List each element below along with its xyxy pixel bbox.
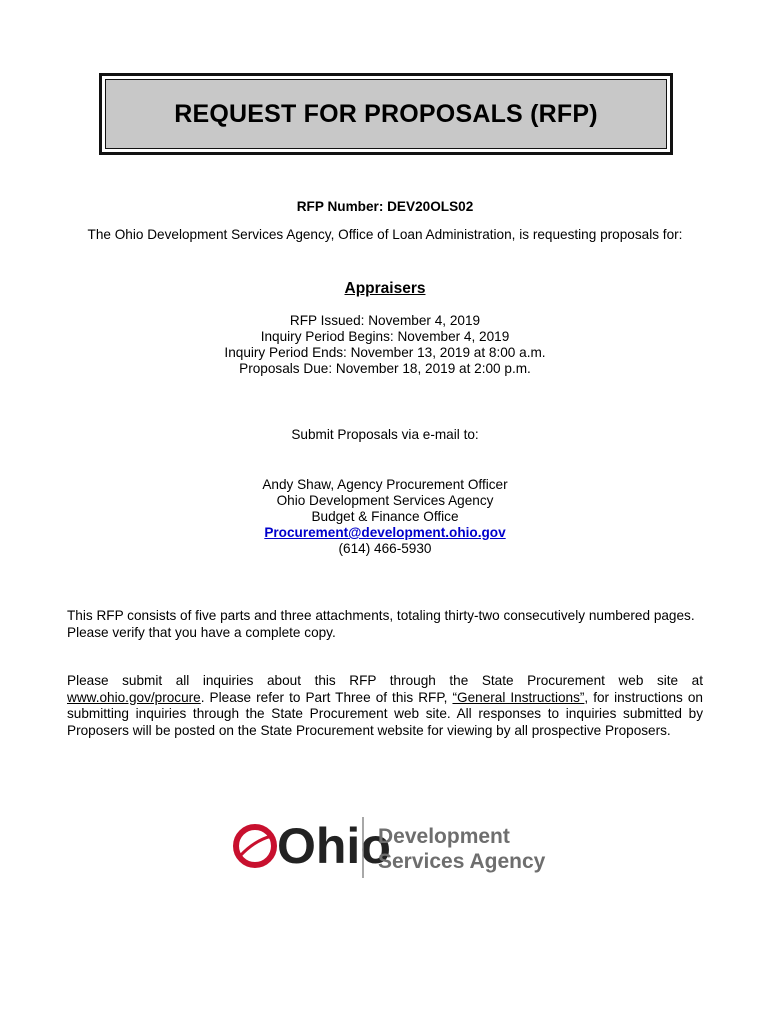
- para2-line2: [67, 690, 703, 707]
- rfp-number: RFP Number: DEV20OLS02: [296, 199, 474, 214]
- contact-name: Andy Shaw, Agency Procurement Officer: [262, 477, 508, 492]
- rfp-issued: RFP Issued: November 4, 2019: [289, 313, 481, 328]
- general-instructions-link[interactable]: “General Instructions”: [452, 689, 585, 705]
- logo-line-development: Development: [378, 825, 510, 848]
- para2-line3: submitting inquiries through the State Procurement web site. All responses to inquiries submitted by: [67, 706, 703, 721]
- para2-line1: Please submit all inquiries about this RFP through the State Procurement web site at: [67, 673, 703, 688]
- title-box-inner: [105, 79, 667, 149]
- para2-line4: Proposers will be posted on the State Procurement website for viewing by all prospective Proposers.: [67, 722, 671, 738]
- inquiry-ends: Inquiry Period Ends: November 13, 2019 at 8:00 a.m.: [224, 345, 546, 360]
- subject-heading: Appraisers: [344, 280, 426, 297]
- ohio-wordmark-text: Ohio: [277, 818, 391, 874]
- submit-instruction: Submit Proposals via e-mail to:: [291, 427, 479, 442]
- proposals-due: Proposals Due: November 18, 2019 at 2:00 p.m.: [239, 361, 531, 376]
- contact-block: [0, 477, 770, 557]
- contact-email-link[interactable]: Procurement@development.ohio.gov: [264, 525, 506, 540]
- procure-link[interactable]: www.ohio.gov/procure: [67, 689, 201, 705]
- title-box: [99, 73, 673, 155]
- para2-tail: , for instructions on: [584, 689, 703, 705]
- para2-after-link: . Please refer to Part Three of this RFP,: [200, 689, 453, 705]
- para1-line1: This RFP consists of five parts and three attachments, totaling thirty-two consecutively numbered pages.: [67, 608, 695, 623]
- logo-line-services-agency: Services Agency: [378, 850, 546, 873]
- para1-line2: Please verify that you have a complete copy.: [67, 624, 336, 640]
- completeness-paragraph: [67, 608, 703, 641]
- contact-phone: (614) 466-5930: [338, 541, 432, 556]
- ohio-dsa-logo: [232, 812, 552, 882]
- inquiry-begins: Inquiry Period Begins: November 4, 2019: [260, 329, 510, 344]
- page-title: REQUEST FOR PROPOSALS (RFP): [174, 99, 598, 128]
- intro-text: The Ohio Development Services Agency, Office of Loan Administration, is requesting proposals for:: [87, 227, 683, 242]
- ohio-wordmark: [236, 818, 391, 874]
- ohio-o-swoosh: [240, 836, 272, 856]
- ohio-o-ring: [236, 827, 274, 865]
- contact-office: Budget & Finance Office: [311, 509, 459, 524]
- contact-agency: Ohio Development Services Agency: [276, 493, 494, 508]
- dates-block: [0, 313, 770, 377]
- inquiries-paragraph: [67, 673, 703, 739]
